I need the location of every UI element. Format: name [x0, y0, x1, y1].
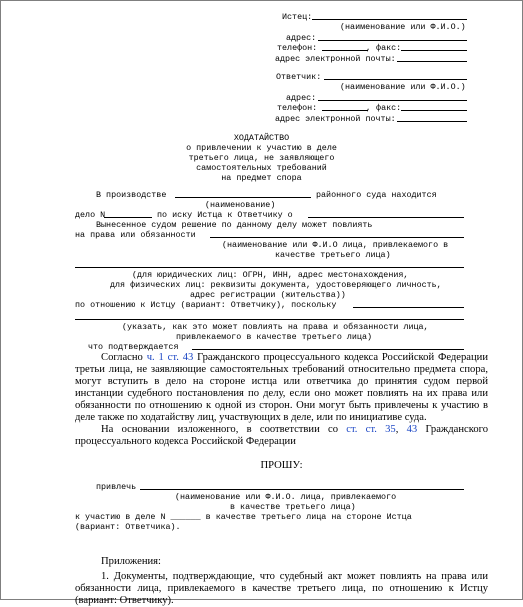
plaintiff-label: Истец:: [282, 12, 313, 22]
attachments-heading: Приложения:: [101, 556, 161, 567]
person-hint-2: качестве третьего лица): [275, 250, 391, 260]
involve-line: [140, 489, 464, 490]
defendant-email-line: [397, 121, 467, 122]
in-proceeding-text: В производстве: [96, 190, 167, 200]
person-details-line: [75, 267, 464, 268]
doc-subtitle-3: самостоятельных требований: [196, 163, 327, 173]
involve-text: привлечь: [96, 482, 137, 492]
court-suffix-text: районного суда находится: [316, 190, 437, 200]
relation-line: [353, 307, 464, 308]
plaintiff-phone-label: телефон:: [277, 43, 318, 53]
article-35-link[interactable]: ст. ст. 35: [346, 424, 396, 435]
case-number-label: дело N: [75, 210, 106, 220]
article-43-link[interactable]: ч. 1 ст. 43: [146, 352, 194, 363]
plaintiff-fax-label: , факс:: [366, 43, 402, 53]
lawsuit-text: по иску Истца к Ответчику о: [157, 210, 293, 220]
legal-hint-1: (для юридических лиц: ОГРН, ИНН, адрес местонахождения,: [132, 270, 409, 280]
plaintiff-hint: (наименование или Ф.И.О.): [340, 22, 466, 32]
court-line: [175, 197, 311, 198]
decision-text: Вынесенное судом решение по данному делу может повлиять: [96, 220, 373, 230]
article-43b-link[interactable]: 43: [406, 424, 418, 435]
attachment-item-1: 1. Документы, подтверждающие, что судебный акт может повлиять на права или обязанности лица, привлекаемого в качестве третьего лица, по отношению к Истцу (вариант: Ответчику).: [75, 571, 488, 606]
request-line-1: к участию в деле N ______ в качестве третьего лица на стороне Истца: [75, 512, 412, 522]
defendant-phone-label: телефон:: [277, 103, 318, 113]
request-heading: ПРОШУ:: [260, 460, 303, 471]
defendant-label: Ответчик:: [276, 72, 322, 82]
defendant-fax-line: [401, 110, 467, 111]
doc-subtitle-1: о привлечении к участию в деле: [186, 143, 337, 153]
case-number-line: [104, 217, 152, 218]
defendant-address-line: [318, 100, 467, 101]
legal-hint-2: для физических лиц: реквизиты документа, удостоверяющего личность,: [110, 280, 442, 290]
legal-paragraph-1: Согласно ч. 1 ст. 43 Гражданского процессуального кодекса Российской Федерации третьи лица, не заявляющие самостоятельных требований относительно предмета спора, могут вступить в дело на стороне истца или ответчика до принятия судом первой инстанции судебного постановления по делу, если оно может повлиять на их права или обязанности по отношению к одной из сторон. Они могут быть привлечены к участию в деле также по ходатайству лиц, участвующих в деле, или по инициативе суда.: [75, 352, 488, 423]
plaintiff-fax-line: [401, 50, 467, 51]
defendant-address-label: адрес:: [286, 93, 317, 103]
plaintiff-address-label: адрес:: [286, 33, 317, 43]
legal-hint-3: адрес регистрации (жительства)): [190, 290, 346, 300]
doc-subtitle-2: третьего лица, не заявляющего: [188, 153, 335, 163]
lawsuit-subject-line: [308, 217, 464, 218]
involve-hint-1: (наименование или Ф.И.О. лица, привлекаемого: [175, 492, 397, 502]
effect-hint-1: (указать, как это может повлиять на права и обязанности лица,: [122, 322, 429, 332]
defendant-email-label: адрес электронной почты:: [275, 114, 396, 124]
defendant-line: [324, 79, 467, 80]
effect-hint-2: привлекаемого в качестве третьего лица): [176, 332, 373, 342]
effect-line: [75, 319, 464, 320]
defendant-hint: (наименование или Ф.И.О.): [340, 82, 466, 92]
rights-text: на права или обязанности: [75, 230, 196, 240]
confirmed-text: что подтверждается: [88, 342, 179, 352]
plaintiff-address-line: [318, 40, 467, 41]
person-hint-1: (наименование или Ф.И.О лица, привлекаемого в: [222, 240, 449, 250]
request-line-2: (вариант: Ответчика).: [75, 522, 181, 532]
relation-text: по отношению к Истцу (вариант: Ответчику), поскольку: [75, 300, 337, 310]
doc-title: ХОДАТАЙСТВО: [233, 133, 290, 143]
doc-subtitle-4: на предмет спора: [221, 173, 302, 183]
court-name-hint: (наименование): [205, 200, 276, 210]
defendant-phone-line: [322, 110, 368, 111]
plaintiff-email-line: [397, 61, 467, 62]
plaintiff-line: [312, 19, 467, 20]
plaintiff-phone-line: [322, 50, 368, 51]
plaintiff-email-label: адрес электронной почты:: [275, 54, 396, 64]
involve-hint-2: в качестве третьего лица): [230, 502, 356, 512]
legal-paragraph-2: На основании изложенного, в соответствии со ст. ст. 35, 43 Гражданского процессуального кодекса Российской Федерации: [75, 424, 488, 447]
confirmed-line: [192, 349, 464, 350]
defendant-fax-label: , факс:: [366, 103, 402, 113]
rights-line: [210, 237, 464, 238]
